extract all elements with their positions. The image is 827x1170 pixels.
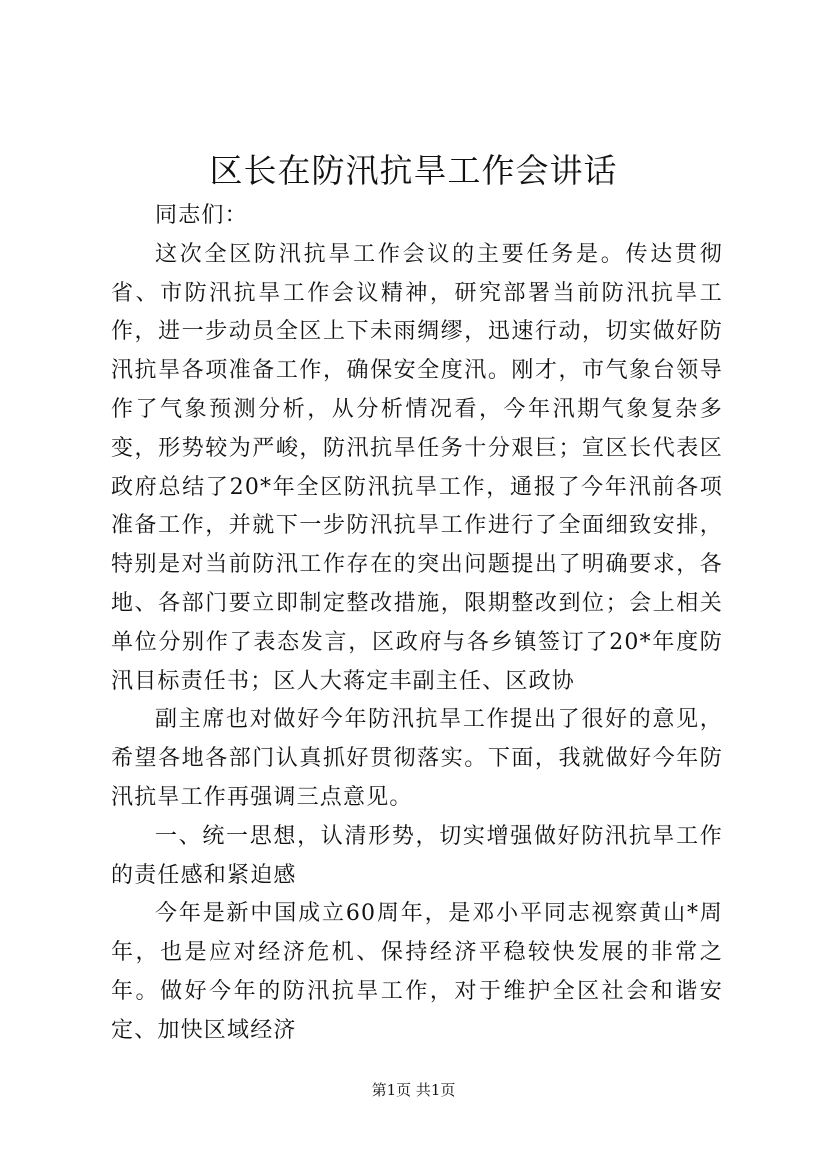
salutation-paragraph: 同志们： bbox=[155, 203, 248, 228]
body-paragraph: 今年是新中国成立60周年，是邓小平同志视察黄山*周年，也是应对经济危机、保持经济平稳较快发展的非常之年。做好今年的防汛抗旱工作，对于维护全区社会和谐安定、加快区域经济 bbox=[111, 901, 723, 1043]
body-paragraph: 副主席也对做好今年防汛抗旱工作提出了很好的意见，希望各地各部门认真抓好贯彻落实。下面，我就做好今年防汛抗旱工作再强调三点意见。 bbox=[111, 707, 723, 810]
body-paragraph: 这次全区防汛抗旱工作会议的主要任务是。传达贯彻省、市防汛抗旱工作会议精神，研究部署当前防汛抗旱工作，进一步动员全区上下未雨绸缪，迅速行动，切实做好防汛抗旱各项准备工作，确保安全度汛。刚才，市气象台领导作了气象预测分析，从分析情况看，今年汛期气象复杂多变，形势较为严峻，防汛抗旱任务十分艰巨；宣区长代表区政府总结了20*年全区防汛抗旱工作，通报了今年汛前各项准备工作，并就下一步防汛抗旱工作进行了全面细致安排，特别是对当前防汛工作存在的突出问题提出了明确要求，各地、各部门要立即制定整改措施，限期整改到位；会上相关单位分别作了表态发言，区政府与各乡镇签订了20*年度防汛目标责任书；区人大蒋定丰副主任、区政协 bbox=[111, 241, 723, 694]
document-title: 区长在防汛抗旱工作会讲话 bbox=[209, 151, 618, 190]
page-footer: 第1页 共1页 bbox=[371, 1081, 456, 1099]
section-heading: 一、统一思想，认清形势，切实增强做好防汛抗旱工作的责任感和紧迫感 bbox=[111, 823, 723, 888]
document-body bbox=[111, 197, 723, 1051]
